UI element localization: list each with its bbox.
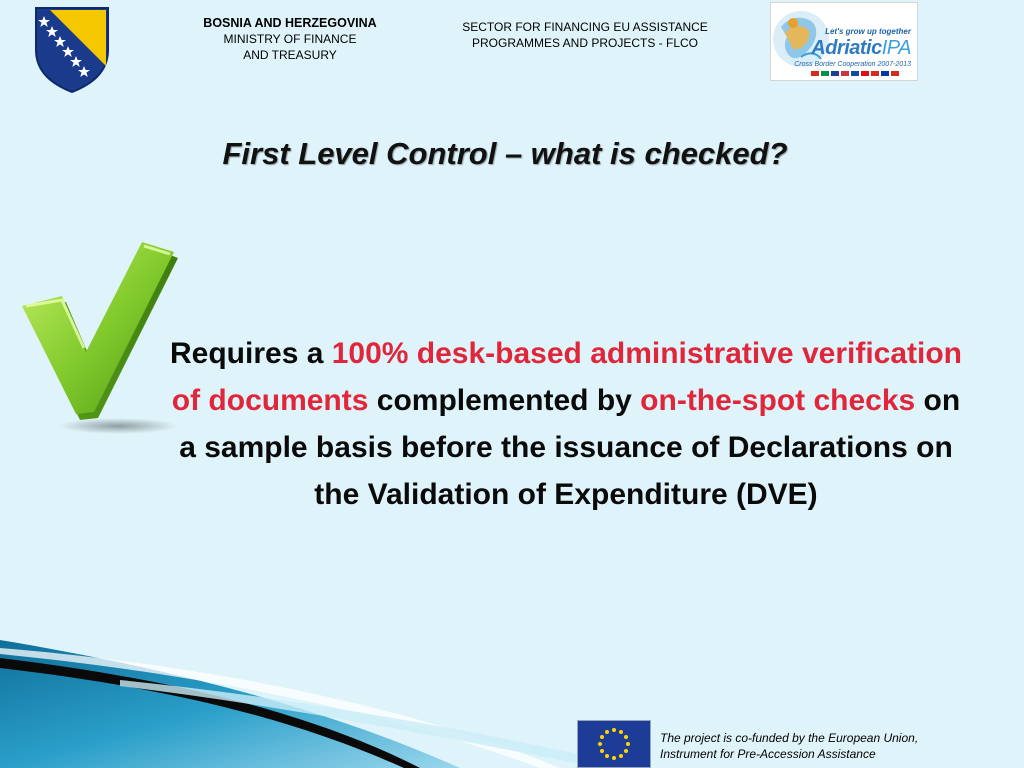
- ministry-name-cont: AND TREASURY: [243, 48, 337, 62]
- highlight-desk-verification: 100% desk-based administrative verification of documents: [171, 337, 962, 417]
- logo-brand: AdriaticIPA: [811, 37, 911, 59]
- body-text-part-2: complemented by: [368, 384, 641, 417]
- funding-line-1: The project is co-funded by the European Union,: [660, 731, 919, 745]
- logo-tagline: Let's grow up together: [825, 27, 911, 36]
- sector-line-1: SECTOR FOR FINANCING EU ASSISTANCE: [462, 20, 708, 34]
- logo-subtitle: Cross Border Cooperation 2007-2013: [794, 61, 911, 68]
- ministry-name: MINISTRY OF FINANCE: [223, 32, 357, 46]
- highlight-on-the-spot: on-the-spot checks: [640, 384, 916, 417]
- body-text-part-1: Requires a: [170, 337, 332, 370]
- flags-strip-icon: [811, 71, 911, 76]
- slide-title: First Level Control – what is checked?: [222, 136, 788, 171]
- body-text: [160, 330, 972, 518]
- country-name: BOSNIA AND HERZEGOVINA: [203, 16, 377, 30]
- eu-flag-icon: [577, 720, 651, 768]
- sector-header: [430, 19, 740, 51]
- sector-line-2: PROGRAMMES AND PROJECTS - FLCO: [471, 36, 699, 50]
- body-text-part-3: on a sample basis before the issuance of Declarations on the Validation of Expenditure (DVE): [179, 384, 961, 511]
- funding-line-2: Instrument for Pre-Accession Assistance: [660, 747, 876, 761]
- bosnia-coat-of-arms-icon: [34, 6, 110, 94]
- adriatic-ipa-logo-icon: [770, 2, 918, 81]
- ministry-header: [170, 15, 410, 63]
- funding-note: [660, 730, 1010, 762]
